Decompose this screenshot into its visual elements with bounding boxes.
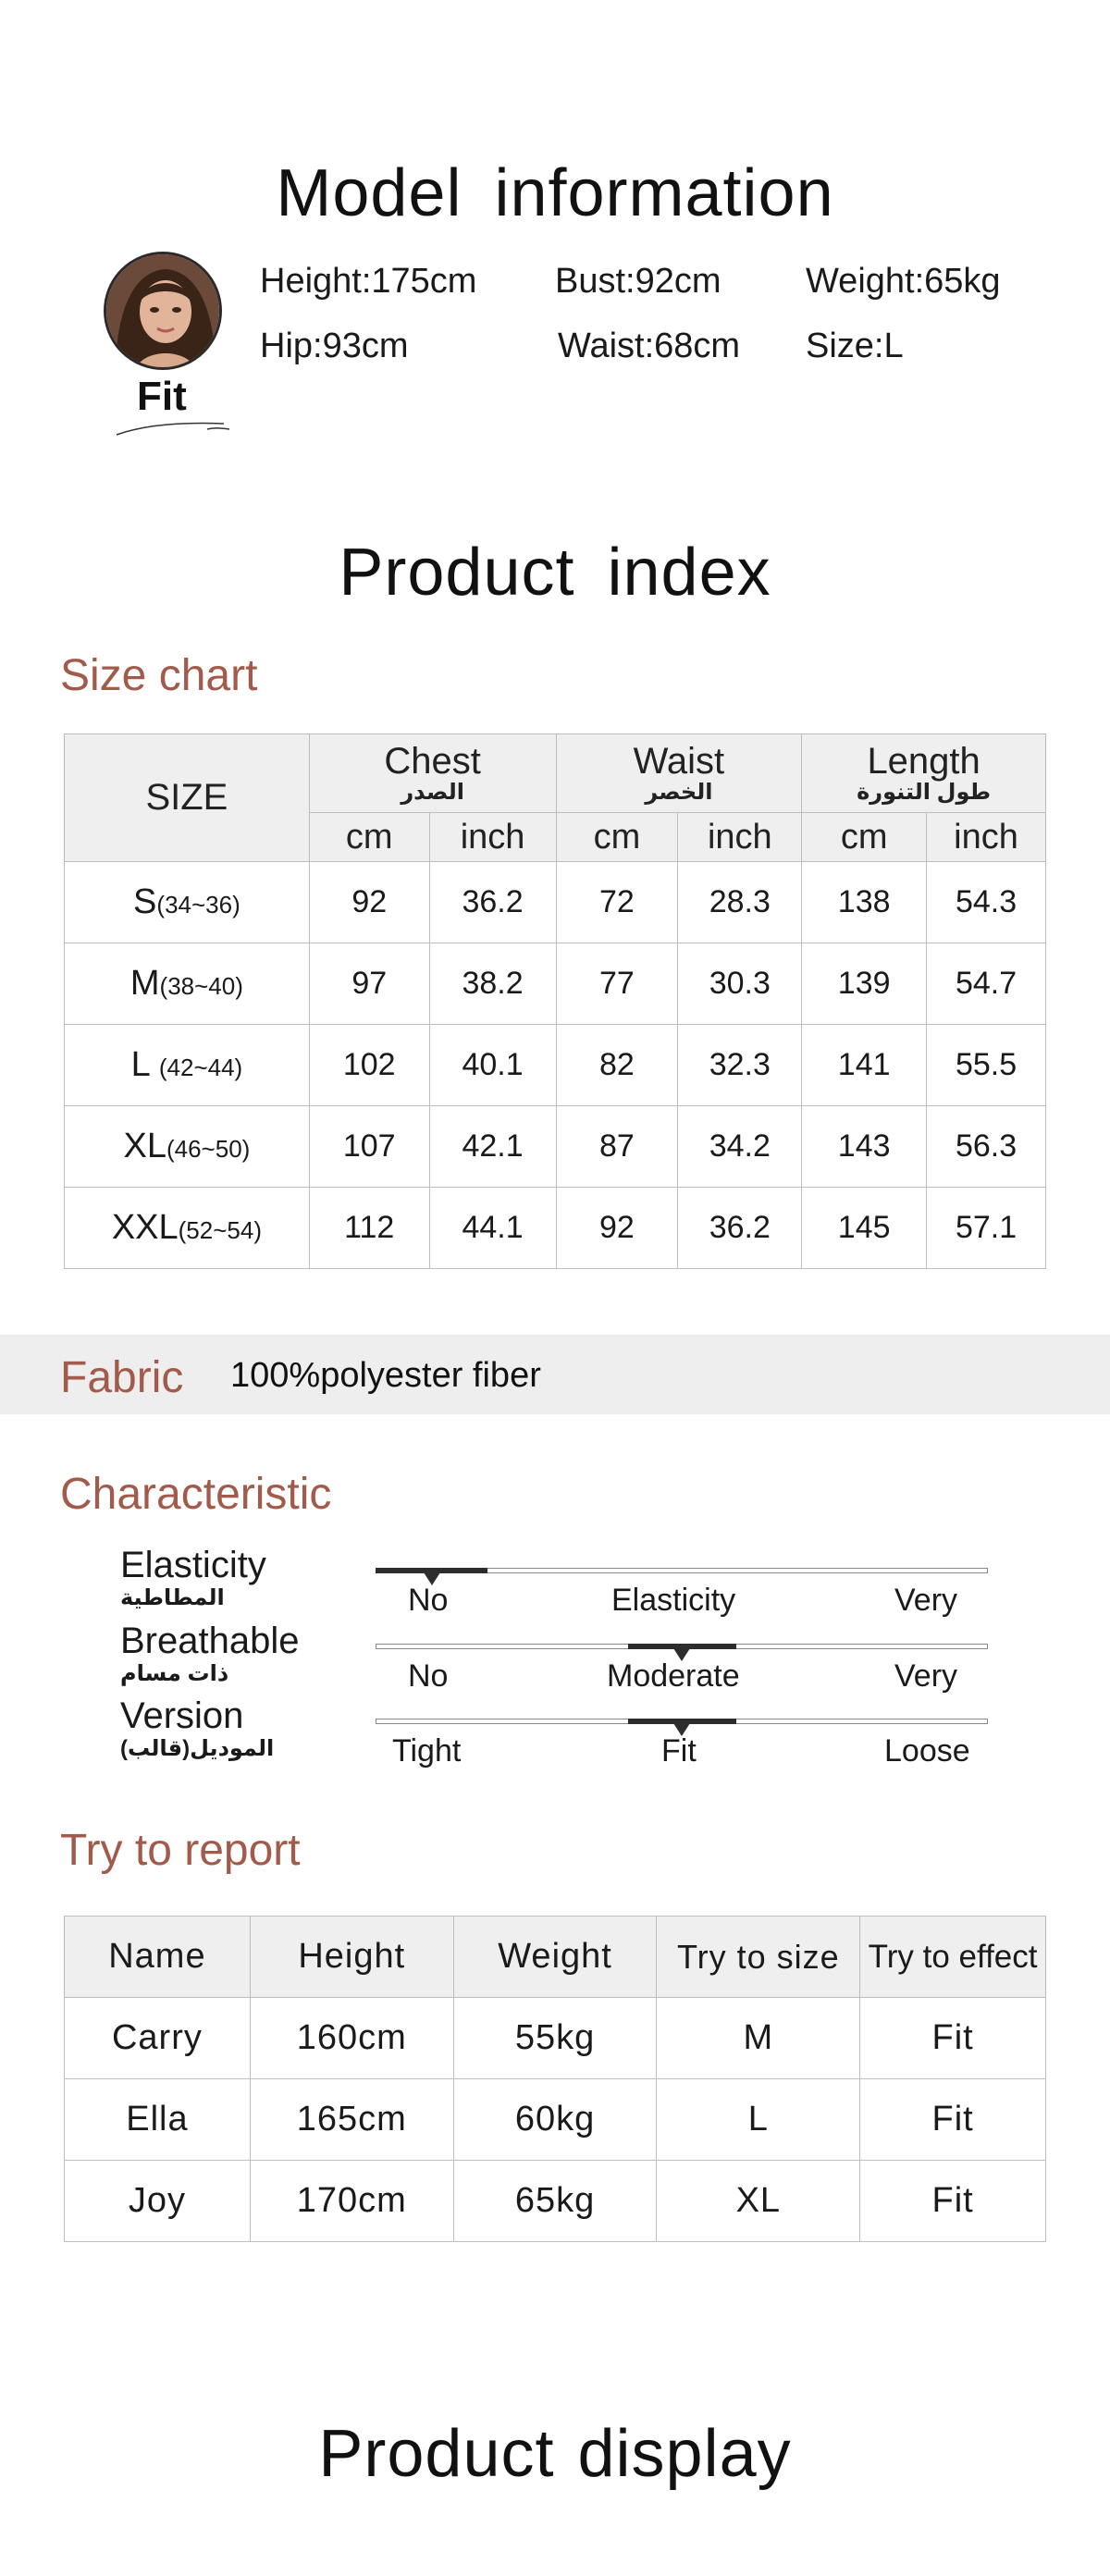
table-row	[65, 2079, 1046, 2161]
length-header	[802, 734, 1046, 813]
version-scale-mid: Fit	[661, 1733, 697, 1769]
try-report-table	[64, 1916, 1046, 2242]
table-row	[65, 1998, 1046, 2079]
size-cell	[65, 1106, 310, 1188]
waist-header-ar: الخصر	[645, 780, 713, 805]
stat-hip: Hip:93cm	[260, 327, 409, 365]
stat-waist: Waist:68cm	[558, 327, 741, 365]
size-range: (34~36)	[156, 891, 240, 918]
table-cell: 42.1	[429, 1106, 556, 1188]
breathable-label-ar: ذات مسام	[120, 1661, 229, 1686]
table-cell: 107	[309, 1106, 429, 1188]
table-cell: 141	[802, 1025, 927, 1106]
table-cell: 34.2	[678, 1106, 802, 1188]
report-header-try-effect: Try to effect	[860, 1917, 1046, 1998]
unit-header: inch	[927, 813, 1046, 862]
fabric-label: Fabric	[60, 1353, 184, 1402]
product-display-title: Product display	[318, 2417, 792, 2491]
size-label: XL	[123, 1127, 166, 1165]
table-row	[65, 943, 1046, 1025]
table-row	[65, 1106, 1046, 1188]
breathable-label: Breathable	[120, 1621, 300, 1661]
table-cell: 92	[556, 1188, 678, 1269]
unit-header: cm	[802, 813, 927, 862]
fit-logo: Fit	[137, 374, 187, 419]
table-cell: 82	[556, 1025, 678, 1106]
stat-size: Size:L	[806, 327, 904, 365]
table-cell: M	[657, 1998, 860, 2079]
size-header: SIZE	[65, 734, 310, 862]
length-header-ar: طول التنورة	[857, 780, 992, 805]
model-avatar	[104, 252, 222, 370]
version-scale-low: Tight	[392, 1733, 462, 1769]
waist-header	[556, 734, 802, 813]
product-index-title: Product index	[339, 536, 771, 610]
table-cell: 36.2	[678, 1188, 802, 1269]
size-chart-table	[64, 733, 1046, 1269]
signature-swoosh-icon	[115, 418, 231, 437]
table-cell: 145	[802, 1188, 927, 1269]
table-cell: 77	[556, 943, 678, 1025]
table-cell: 40.1	[429, 1025, 556, 1106]
table-cell: 165cm	[250, 2079, 453, 2161]
size-cell	[65, 1188, 310, 1269]
fabric-value: 100%polyester fiber	[230, 1356, 541, 1395]
table-cell: 55kg	[453, 1998, 657, 2079]
elasticity-label-ar: المطاطية	[120, 1585, 225, 1610]
size-label: L	[130, 1045, 150, 1084]
table-cell: Fit	[860, 1998, 1046, 2079]
elasticity-scale-mid: Elasticity	[611, 1583, 736, 1618]
table-cell: Fit	[860, 2079, 1046, 2161]
chest-header-ar: الصدر	[401, 780, 464, 805]
model-portrait-image	[106, 254, 222, 370]
size-range: (38~40)	[159, 972, 243, 1000]
stat-bust: Bust:92cm	[555, 262, 722, 301]
table-row	[65, 1025, 1046, 1106]
table-cell: 102	[309, 1025, 429, 1106]
report-header-try-size: Try to size	[657, 1917, 860, 1998]
breathable-scale-mid: Moderate	[607, 1658, 740, 1694]
table-cell: Ella	[65, 2079, 251, 2161]
report-header-weight: Weight	[453, 1917, 657, 1998]
table-cell: 72	[556, 862, 678, 943]
unit-header: cm	[309, 813, 429, 862]
version-scale-high: Loose	[884, 1733, 970, 1769]
size-chart-title: Size chart	[60, 651, 258, 700]
table-cell: XL	[657, 2161, 860, 2242]
version-label-ar: الموديل(قالب)	[120, 1736, 275, 1761]
characteristic-title: Characteristic	[60, 1470, 332, 1519]
size-cell	[65, 862, 310, 943]
size-cell	[65, 1025, 310, 1106]
table-cell: 170cm	[250, 2161, 453, 2242]
table-cell: 56.3	[927, 1106, 1046, 1188]
elasticity-label: Elasticity	[120, 1545, 266, 1585]
chest-header-en: Chest	[384, 741, 481, 782]
report-header-name: Name	[65, 1917, 251, 1998]
table-cell: 57.1	[927, 1188, 1046, 1269]
report-header-height: Height	[250, 1917, 453, 1998]
size-range: (42~44)	[158, 1054, 243, 1081]
size-label: M	[130, 964, 160, 1003]
chest-header	[309, 734, 556, 813]
table-row	[65, 2161, 1046, 2242]
table-cell: 54.7	[927, 943, 1046, 1025]
table-cell: 28.3	[678, 862, 802, 943]
table-cell: 92	[309, 862, 429, 943]
length-header-en: Length	[867, 741, 980, 782]
table-cell: 32.3	[678, 1025, 802, 1106]
table-cell: 138	[802, 862, 927, 943]
table-cell: 60kg	[453, 2079, 657, 2161]
unit-header: inch	[429, 813, 556, 862]
table-row	[65, 862, 1046, 943]
size-range: (52~54)	[178, 1216, 262, 1244]
table-cell: 44.1	[429, 1188, 556, 1269]
try-to-report-title: Try to report	[60, 1826, 301, 1875]
table-cell: 65kg	[453, 2161, 657, 2242]
table-cell: 97	[309, 943, 429, 1025]
table-cell: Carry	[65, 1998, 251, 2079]
table-cell: 54.3	[927, 862, 1046, 943]
unit-header: cm	[556, 813, 678, 862]
breathable-scale-low: No	[408, 1658, 449, 1694]
unit-header: inch	[678, 813, 802, 862]
size-range: (46~50)	[166, 1135, 251, 1163]
table-cell: 55.5	[927, 1025, 1046, 1106]
model-information-title: Model information	[276, 156, 834, 230]
table-cell: 30.3	[678, 943, 802, 1025]
size-label: S	[133, 882, 157, 921]
size-label: XXL	[111, 1208, 179, 1247]
elasticity-scale-high: Very	[894, 1583, 958, 1618]
version-label: Version	[120, 1695, 244, 1736]
table-cell: Fit	[860, 2161, 1046, 2242]
stat-height: Height:175cm	[260, 262, 477, 301]
breathable-scale-high: Very	[894, 1658, 958, 1694]
elasticity-scale-low: No	[408, 1583, 449, 1618]
table-cell: 38.2	[429, 943, 556, 1025]
table-cell: 112	[309, 1188, 429, 1269]
table-cell: 87	[556, 1106, 678, 1188]
waist-header-en: Waist	[633, 741, 725, 782]
table-cell: 139	[802, 943, 927, 1025]
table-cell: Joy	[65, 2161, 251, 2242]
stat-weight: Weight:65kg	[806, 262, 1001, 301]
table-cell: 36.2	[429, 862, 556, 943]
table-cell: 143	[802, 1106, 927, 1188]
size-cell	[65, 943, 310, 1025]
table-cell: L	[657, 2079, 860, 2161]
table-cell: 160cm	[250, 1998, 453, 2079]
table-row	[65, 1188, 1046, 1269]
